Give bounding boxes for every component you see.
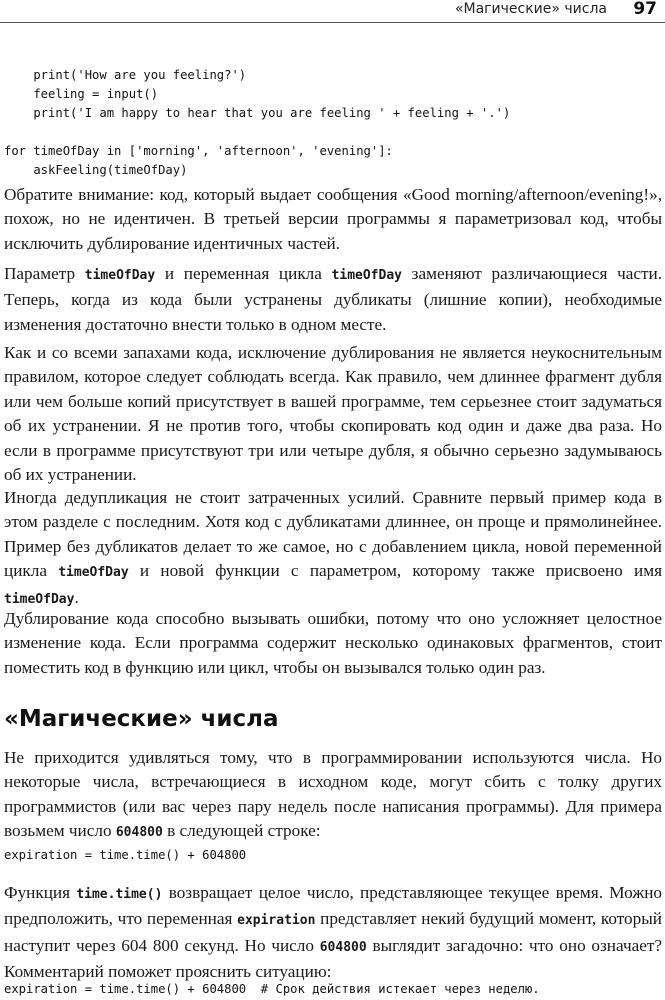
inline-code: 604800 xyxy=(115,825,163,841)
code-block-expiration-comment: expiration = time.time() + 604800 # Срок действия истекает через неделю. xyxy=(4,982,540,996)
inline-code: expiration xyxy=(237,913,316,929)
code-line: askFeeling(timeOfDay) xyxy=(4,163,188,177)
paragraph-time-function: Функция time.time() возвращает целое число, представляющее текущее время. Можно предположить, что переменная expiration представляет некий будущий момент, который наступит через 604 800 секунд. Но число 604800 выглядит загадочно: что оно означает? Комментарий поможет прояснить ситуацию: xyxy=(4,883,662,982)
inline-code: timeOfDay xyxy=(58,565,129,581)
paragraph-duplication-bugs: Дублирование кода способно вызывать ошибки, потому что оно усложняет целостное изменение кода. Если программа содержит несколько одинаковых фрагментов, стоит поместить код в функцию или цикл, чтобы он вызывался только один раз. xyxy=(4,609,662,677)
paragraph-parametrize: Обратите внимание: код, который выдает сообщения «Good morning/afternoon/evening!», похож, но не идентичен. В третьей версии программы я параметризовал код, чтобы исключить дублирование идентичных частей. xyxy=(4,185,662,253)
code-line: print('I am happy to hear that you are feeling ' + feeling + '.') xyxy=(4,106,511,120)
inline-code: 604800 xyxy=(319,939,367,955)
paragraph-numbers-intro: Не приходится удивляться тому, что в программировании используются числа. Но некоторые числа, встречающиеся в исходном коде, могут сбить с толку других программистов (или вас через пару недель после написания программы). Для примера возьмем число 604800 в следующей строке: xyxy=(4,748,662,841)
code-line: feeling = input() xyxy=(4,87,159,101)
code-block-ask-feeling xyxy=(4,66,510,180)
code-block-expiration: expiration = time.time() + 604800 xyxy=(4,848,247,862)
code-line: for timeOfDay in ['morning', 'afternoon', 'evening']: xyxy=(4,144,393,158)
paragraph-deduplication: Иногда дедупликация не стоит затраченных усилий. Сравните первый пример кода в этом разделе с последним. Хотя код с дубликатами длиннее, он проще и прямолинейнее. Пример без дубликатов делает то же самое, но с добавлением цикла, новой переменной цикла timeOfDay и новой функции с параметром, которому также присвоено имя timeOfDay. xyxy=(4,488,663,607)
running-head xyxy=(0,0,665,23)
paragraph-code-smells: Как и со всеми запахами кода, исключение дублирования не является неукоснительным правилом, которое следует соблюдать всегда. Как правило, чем длиннее фрагмент дубля или чем больше копий присутствует в вашей программе, тем серьезнее стоит задуматься об их устранении. Я не против того, чтобы скопировать код один и даже два раза. Но если в программе присутствуют три или четыре дубля, я обычно серьезно задумываюсь об их устранении. xyxy=(4,343,662,485)
inline-code: timeOfDay xyxy=(4,591,75,607)
inline-code: time.time() xyxy=(76,887,163,902)
page-number: 97 xyxy=(633,0,657,19)
inline-code: timeOfDay xyxy=(84,268,156,283)
code-line: print('How are you feeling?') xyxy=(4,68,247,82)
paragraph-parameter: Параметр timeOfDay и переменная цикла timeOfDay заменяют различающиеся части. Теперь, когда из кода были устранены дубликаты (лишние копии), необходимые изменения достаточно внести только в одном месте. xyxy=(4,264,662,334)
running-head-title: «Магические» числа xyxy=(454,1,607,17)
inline-code: timeOfDay xyxy=(331,268,402,283)
section-heading: «Магические» числа xyxy=(4,706,279,732)
